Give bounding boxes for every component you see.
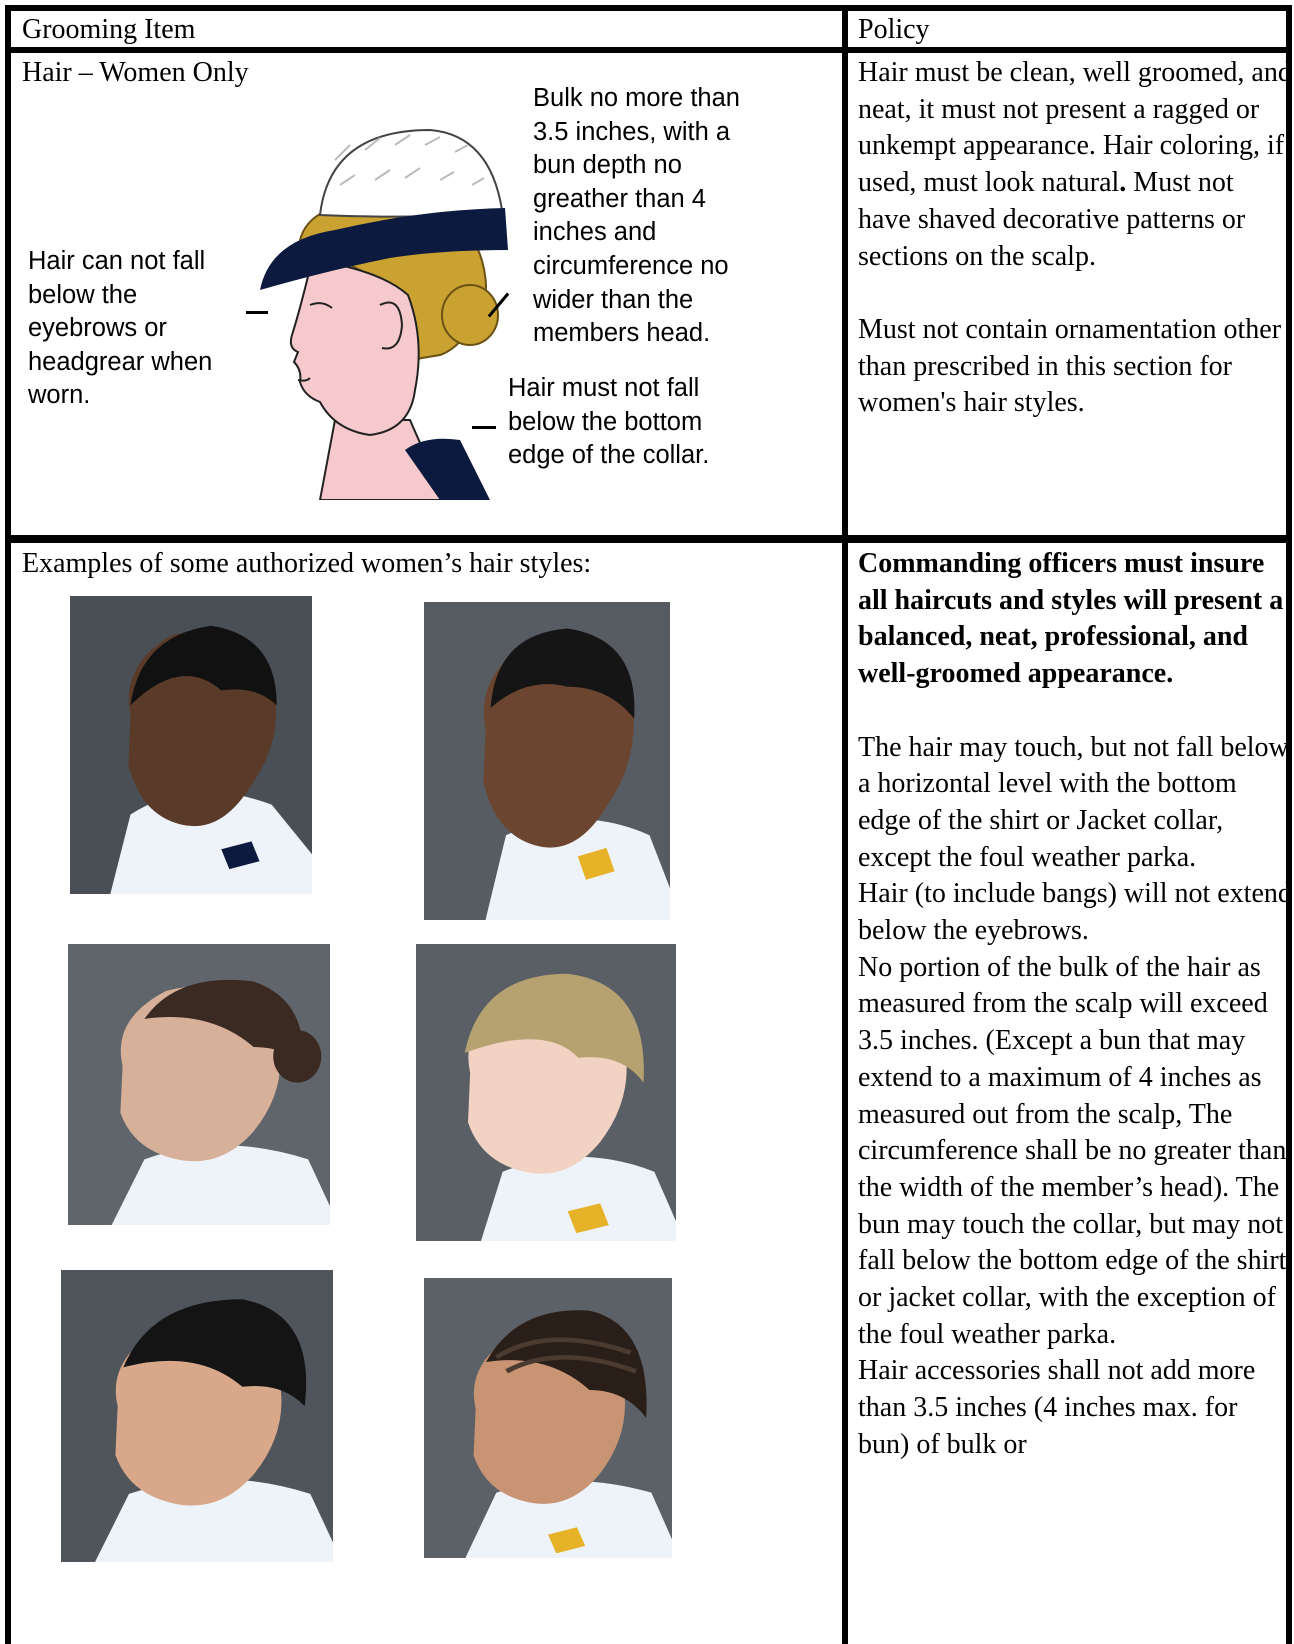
row2-policy xyxy=(858,546,1292,1464)
pointer-eyebrow xyxy=(246,311,268,314)
row1-policy-dot: . xyxy=(1119,167,1127,199)
row1-divider xyxy=(5,535,1292,543)
pointer-collar xyxy=(472,426,496,429)
photo-short-tapered-dark xyxy=(70,596,312,894)
header-row-divider xyxy=(5,47,1292,53)
row2-policy-line-3: No portion of the bulk of the hair as measured from the scalp will exceed 3.5 inches. (Except a bun that may extend to a maximum of 4 inches as measured out from the scalp, The circumference shall be no greater than the width of the member’s head). The bun may touch the collar, but may not fall below the bottom edge of the shirt or jacket collar, with the exception of the foul weather parka. xyxy=(858,951,1287,1350)
row2-policy-line-2: Hair (to include bangs) will not extend below the eyebrows. xyxy=(858,878,1292,947)
photo-updo-dark xyxy=(61,1270,333,1562)
label-collar: Hair must not fall below the bottom edge of the collar. xyxy=(508,374,710,470)
label-bulk: Bulk no more than 3.5 inches, with a bun depth no greather than 4 inches and circumference no wider than the members head. xyxy=(533,84,740,348)
table-top-border xyxy=(5,5,1292,11)
column-divider xyxy=(842,5,848,1644)
portrait-photo-icon xyxy=(424,602,670,920)
portrait-photo-icon xyxy=(416,944,676,1241)
row2-policy-line-4: Hair accessories shall not add more than 3.5 inches (4 inches max. for bun) of bulk or xyxy=(858,1355,1256,1460)
portrait-photo-icon xyxy=(61,1270,333,1562)
portrait-photo-icon xyxy=(68,944,330,1225)
photo-braided-updo xyxy=(424,1278,672,1558)
photo-low-bun-brown xyxy=(68,944,330,1225)
header-policy: Policy xyxy=(858,14,930,45)
row1-policy xyxy=(858,55,1292,422)
label-eyebrows: Hair can not fall below the eyebrows or headgrear when worn. xyxy=(28,247,213,410)
row1-policy-paragraph-2: Must not contain ornamentation other than prescribed in this section for women's hair styles. xyxy=(858,313,1282,419)
row1-policy-text-a: Hair must be clean, well groomed, and neat, it must not present a ragged or unkempt appearance. Hair coloring, if used, must look natural xyxy=(858,57,1292,199)
row2-policy-line-1: The hair may touch, but not fall below a horizontal level with the bottom edge of the shirt or Jacket collar, except the foul weather parka. xyxy=(858,731,1289,873)
row2-policy-bold: Commanding officers must insure all haircuts and styles will present a balanced, neat, professional, and well-groomed appearance. xyxy=(858,548,1284,690)
portrait-photo-icon xyxy=(70,596,312,894)
row1-policy-paragraph-1 xyxy=(858,55,1292,275)
photo-short-blonde xyxy=(416,944,676,1241)
item-title: Hair – Women Only xyxy=(22,57,249,88)
diagram-ear xyxy=(380,303,402,349)
examples-caption: Examples of some authorized women’s hair styles: xyxy=(22,548,592,579)
photo-short-natural xyxy=(424,602,670,920)
table-left-border xyxy=(5,5,11,1644)
row1-policy-text-b: Must not have shaved decorative patterns or sections on the scalp. xyxy=(858,167,1246,272)
portrait-photo-icon xyxy=(424,1278,672,1558)
header-grooming-item: Grooming Item xyxy=(22,14,196,45)
